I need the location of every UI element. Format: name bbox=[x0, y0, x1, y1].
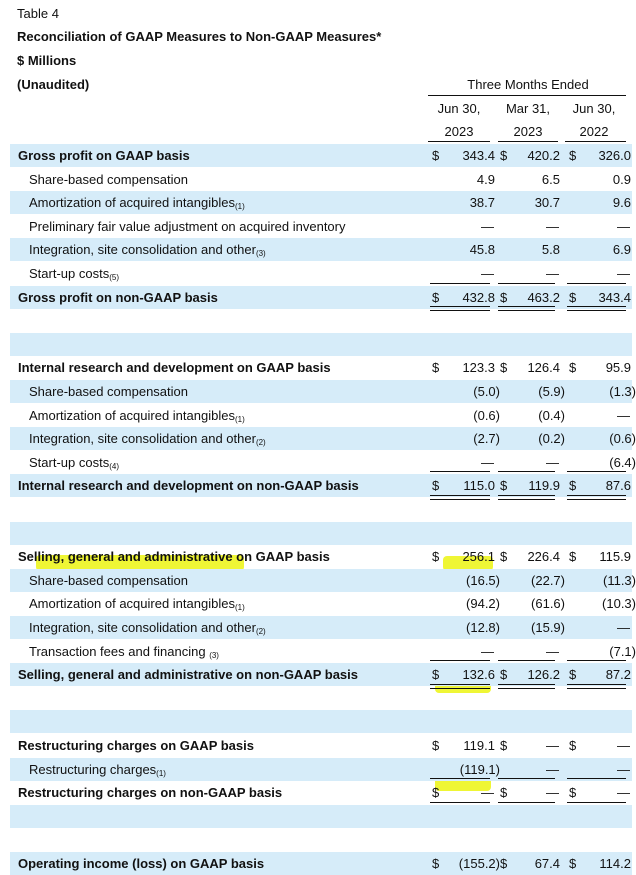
table-spacer-row bbox=[10, 828, 632, 851]
col3-month: Jun 30, bbox=[572, 101, 616, 116]
cell-value: (6.4) bbox=[609, 454, 636, 470]
cell-value: (94.2) bbox=[466, 596, 500, 612]
cell-value: 126.2 bbox=[527, 667, 560, 683]
dollar-sign: $ bbox=[432, 667, 440, 683]
cell-value: — bbox=[617, 218, 630, 234]
table-row bbox=[10, 663, 632, 686]
cell-value: (0.4) bbox=[538, 407, 565, 423]
row-label: Internal research and development on non-GAAP basis bbox=[18, 478, 359, 494]
table-row bbox=[10, 852, 632, 875]
cell-value: 343.4 bbox=[462, 148, 495, 163]
row-label: Selling, general and administrative on GAAP basis bbox=[18, 549, 330, 565]
dollar-sign: $ bbox=[500, 785, 508, 801]
period-header: Three Months Ended bbox=[467, 77, 589, 92]
dollar-sign: $ bbox=[500, 289, 508, 305]
dollar-sign: $ bbox=[569, 289, 577, 305]
cell-value: 38.7 bbox=[469, 195, 495, 211]
row-label: Start-up costs$_{(5)}$ bbox=[29, 266, 119, 282]
cell-value: 0.9 bbox=[612, 171, 631, 187]
dollar-sign: $ bbox=[432, 148, 440, 163]
cell-value: — bbox=[546, 643, 559, 659]
table-row bbox=[10, 427, 636, 450]
cell-value: 119.9 bbox=[528, 478, 560, 494]
cell-value: 9.6 bbox=[612, 195, 631, 211]
col2-year: 2023 bbox=[513, 124, 543, 139]
col2-month: Mar 31, bbox=[505, 101, 551, 116]
table-row bbox=[10, 474, 632, 497]
cell-value: (7.1) bbox=[609, 643, 636, 659]
table-row bbox=[10, 404, 632, 427]
table-row bbox=[10, 168, 632, 191]
cell-value: — bbox=[546, 785, 559, 801]
cell-value: — bbox=[481, 218, 494, 234]
dollar-sign: $ bbox=[569, 549, 577, 565]
row-label: Amortization of acquired intangibles$_{(1)}$ bbox=[29, 195, 245, 212]
dollar-sign: $ bbox=[500, 478, 508, 494]
cell-value: (0.6) bbox=[609, 431, 636, 447]
cell-value: 119.1 bbox=[463, 738, 495, 753]
table-number: Table 4 bbox=[17, 6, 59, 21]
cell-value: — bbox=[481, 454, 494, 470]
table-row bbox=[10, 356, 632, 379]
table-row bbox=[10, 640, 636, 663]
table-row bbox=[10, 569, 636, 592]
cell-value: 95.9 bbox=[605, 360, 631, 376]
col1-year: 2023 bbox=[444, 124, 474, 139]
row-label: Preliminary fair value adjustment on acquired inventory bbox=[29, 218, 346, 234]
dollar-sign: $ bbox=[500, 667, 508, 683]
table-row bbox=[10, 286, 632, 309]
cell-value: 420.2 bbox=[527, 148, 560, 163]
table-row bbox=[10, 380, 636, 403]
cell-value: (16.5) bbox=[466, 572, 500, 588]
cell-value: — bbox=[546, 454, 559, 470]
unaudited-label: (Unaudited) bbox=[17, 77, 90, 92]
cell-value: 6.9 bbox=[612, 242, 631, 258]
row-label: Selling, general and administrative on non-GAAP basis bbox=[18, 667, 358, 683]
cell-value: 30.7 bbox=[534, 195, 560, 211]
dollar-sign: $ bbox=[569, 738, 577, 753]
table-row bbox=[10, 758, 632, 781]
table-row bbox=[10, 545, 632, 568]
dollar-sign: $ bbox=[432, 738, 440, 753]
cell-value: 87.2 bbox=[605, 667, 631, 683]
table-spacer-row bbox=[10, 805, 632, 828]
cell-value: (10.3) bbox=[602, 596, 636, 612]
cell-value: — bbox=[546, 218, 559, 234]
table-row bbox=[10, 592, 636, 615]
table-row bbox=[10, 262, 632, 285]
dollar-sign: $ bbox=[432, 785, 440, 801]
cell-value: — bbox=[617, 266, 630, 281]
table-spacer-row bbox=[10, 309, 632, 332]
cell-value: (0.6) bbox=[473, 407, 500, 423]
table-row bbox=[10, 191, 632, 214]
table-spacer-row bbox=[10, 522, 632, 545]
cell-value: — bbox=[546, 761, 559, 777]
cell-value: 256.1 bbox=[462, 549, 495, 565]
row-label: Integration, site consolidation and other$_{(2)}$ bbox=[29, 620, 266, 636]
dollar-sign: $ bbox=[500, 738, 508, 753]
period-underline bbox=[428, 95, 626, 96]
cell-value: 132.6 bbox=[462, 667, 495, 683]
cell-value: — bbox=[481, 266, 494, 281]
dollar-sign: $ bbox=[432, 856, 440, 871]
row-label: Restructuring charges on non-GAAP basis bbox=[18, 785, 283, 801]
row-label: Integration, site consolidation and other$_{(3)}$ bbox=[29, 242, 266, 259]
cell-value: — bbox=[546, 266, 559, 281]
row-label: Gross profit on non-GAAP basis bbox=[18, 289, 218, 305]
row-label: Share-based compensation bbox=[29, 572, 188, 588]
table-row bbox=[10, 734, 632, 757]
table-row bbox=[10, 451, 636, 474]
dollar-sign: $ bbox=[569, 148, 577, 163]
dollar-sign: $ bbox=[432, 478, 440, 494]
dollar-sign: $ bbox=[432, 549, 440, 565]
row-label: Share-based compensation bbox=[29, 384, 188, 399]
dollar-sign: $ bbox=[500, 856, 508, 871]
cell-value: 226.4 bbox=[527, 549, 560, 565]
table-spacer-row bbox=[10, 687, 632, 710]
row-label: Share-based compensation bbox=[29, 171, 188, 187]
cell-value: (11.3) bbox=[603, 572, 636, 588]
cell-value: 326.0 bbox=[598, 148, 631, 163]
row-label: Restructuring charges on GAAP basis bbox=[18, 738, 254, 753]
cell-value: 115.0 bbox=[463, 478, 495, 494]
cell-value: 4.9 bbox=[476, 171, 495, 187]
cell-value: (2.7) bbox=[473, 431, 500, 447]
cell-value: — bbox=[617, 620, 630, 635]
cell-value: — bbox=[617, 785, 630, 801]
dollar-sign: $ bbox=[569, 856, 577, 871]
cell-value: 463.2 bbox=[527, 289, 560, 305]
table-row bbox=[10, 144, 632, 167]
table-row bbox=[10, 238, 632, 261]
table-spacer-row bbox=[10, 710, 632, 733]
col3-year: 2022 bbox=[579, 124, 609, 139]
cell-value: 432.8 bbox=[462, 289, 495, 305]
cell-value: (15.9) bbox=[531, 620, 565, 635]
table-row bbox=[10, 781, 632, 804]
cell-value: 67.4 bbox=[534, 856, 560, 871]
cell-value: (22.7) bbox=[531, 572, 565, 588]
cell-value: (155.2) bbox=[458, 856, 500, 871]
dollar-sign: $ bbox=[500, 148, 508, 163]
cell-value: — bbox=[481, 785, 494, 801]
row-label: Gross profit on GAAP basis bbox=[18, 148, 190, 163]
row-label: Amortization of acquired intangibles$_{(1)}$ bbox=[29, 407, 245, 424]
cell-value: 6.5 bbox=[541, 171, 560, 187]
cell-value: — bbox=[617, 407, 630, 423]
cell-value: 45.8 bbox=[469, 242, 495, 258]
cell-value: (0.2) bbox=[538, 431, 565, 447]
row-label: Integration, site consolidation and other$_{(2)}$ bbox=[29, 431, 266, 448]
cell-value: — bbox=[617, 738, 630, 753]
dollar-sign: $ bbox=[432, 360, 440, 376]
row-label: Restructuring charges$_{(1)}$ bbox=[29, 761, 166, 778]
row-label: Start-up costs$_{(4)}$ bbox=[29, 454, 119, 471]
cell-value: 115.9 bbox=[599, 549, 631, 565]
cell-value: — bbox=[546, 738, 559, 753]
cell-value: (119.1) bbox=[459, 761, 500, 777]
dollar-sign: $ bbox=[569, 478, 577, 494]
cell-value: 343.4 bbox=[598, 289, 631, 305]
cell-value: (1.3) bbox=[609, 384, 636, 399]
cell-value: — bbox=[617, 761, 630, 777]
cell-value: 5.8 bbox=[541, 242, 560, 258]
table-row bbox=[10, 616, 632, 639]
col1-month: Jun 30, bbox=[437, 101, 481, 116]
cell-value: 87.6 bbox=[605, 478, 631, 494]
cell-value: (5.0) bbox=[473, 384, 500, 399]
cell-value: 126.4 bbox=[527, 360, 560, 376]
row-label: Operating income (loss) on GAAP basis bbox=[18, 856, 265, 871]
cell-value: (5.9) bbox=[538, 384, 565, 399]
dollar-sign: $ bbox=[500, 360, 508, 376]
cell-value: 114.2 bbox=[599, 856, 631, 871]
cell-value: (12.8) bbox=[466, 620, 500, 635]
cell-value: 123.3 bbox=[462, 360, 495, 376]
row-label: Internal research and development on GAAP basis bbox=[18, 360, 331, 376]
row-label: Amortization of acquired intangibles$_{(1)}$ bbox=[29, 596, 245, 613]
units-label: $ Millions bbox=[17, 53, 77, 68]
table-spacer-row bbox=[10, 333, 632, 356]
dollar-sign: $ bbox=[500, 549, 508, 565]
table-row bbox=[10, 215, 632, 238]
row-label: Transaction fees and financing $_{(3)}$ bbox=[29, 643, 219, 660]
cell-value: (61.6) bbox=[531, 596, 565, 612]
table-title: Reconciliation of GAAP Measures to Non-GAAP Measures* bbox=[17, 29, 382, 44]
dollar-sign: $ bbox=[569, 667, 577, 683]
dollar-sign: $ bbox=[432, 289, 440, 305]
cell-value: — bbox=[481, 643, 494, 659]
table-spacer-row bbox=[10, 498, 632, 521]
dollar-sign: $ bbox=[569, 785, 577, 801]
dollar-sign: $ bbox=[569, 360, 577, 376]
